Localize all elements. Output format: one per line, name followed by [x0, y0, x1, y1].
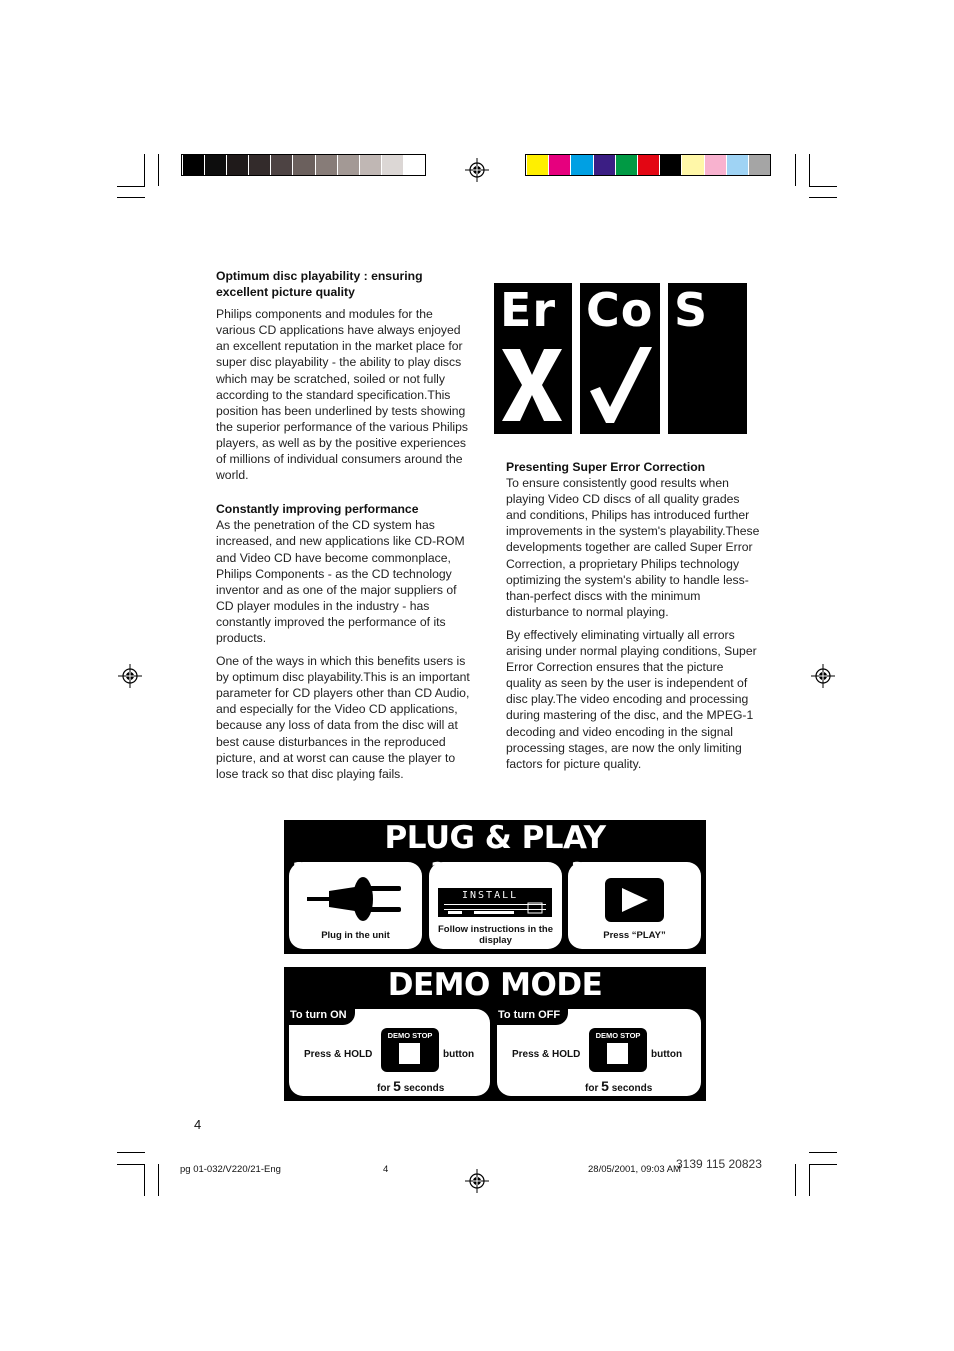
grey-swatch [403, 155, 425, 175]
grey-swatch [359, 155, 381, 175]
logo-er-panel [494, 283, 572, 434]
heading-super-error-correction: Presenting Super Error Correction [506, 460, 706, 474]
seconds-number: 5 [393, 1078, 401, 1094]
crop-mark [809, 154, 810, 186]
grey-swatch [204, 155, 226, 175]
crop-mark [144, 154, 145, 186]
button-word: button [651, 1049, 683, 1060]
display-text: INSTALL [462, 890, 519, 901]
crop-mark [117, 197, 145, 198]
crop-mark [809, 1164, 810, 1196]
step-number: 2 [431, 858, 445, 882]
paragraph: To ensure consistently good results when playing Video CD discs of all quality grades and conditions, Philips has introduced further improvements in the system's playability.These developments together are called Super Error Correction, a proprietary Philips technology optimizing the system's ability to handle less-than-perfect discs with the minimum disturbance to normal playing. [506, 476, 760, 619]
for-word: for [585, 1083, 599, 1094]
footer-date: 28/05/2001, 09:03 AM [588, 1164, 681, 1175]
color-swatch [748, 155, 770, 175]
heading-improving-performance: Constantly improving performance [216, 502, 419, 517]
crop-mark [158, 154, 159, 186]
registration-mark-icon [118, 664, 142, 688]
paragraph: As the penetration of the CD system has increased, and new applications like CD-ROM and Video CD have become commonplace, Philips Components - as the CD technology inventor and as one of the major suppliers of CD player modules in the industry - has constantly improved the performance of its products. [216, 518, 465, 645]
seconds-word: seconds [403, 1083, 445, 1094]
grey-swatch [292, 155, 314, 175]
display-bars-icon [444, 901, 548, 915]
registration-mark-icon [465, 1169, 489, 1193]
footer-file: pg 01-032/V220/21-Eng [180, 1164, 281, 1175]
page-number: 4 [194, 1117, 202, 1132]
turn-off-tab: To turn OFF [494, 1007, 568, 1025]
checkmark-icon [588, 345, 654, 425]
button-label: DEMO STOP [595, 1031, 641, 1040]
duration-label [585, 1078, 652, 1094]
paragraph: Philips components and modules for the various CD applications have always enjoyed an excellent reputation in the market place for super disc playability - the ability to play discs which may be scratched, soiled or not fully according to the standard specification.This position has been underlined by tests showing the superior performance of the various Philips players, as well as by the positive experiences of millions of individual consumers around the world. [216, 307, 469, 483]
turn-on-tab: To turn ON [286, 1007, 355, 1025]
step-card-1 [289, 862, 422, 949]
grey-swatch [270, 155, 292, 175]
grey-swatch [337, 155, 359, 175]
heading-optimum-playability: Optimum disc playability : ensuring excellent picture quality [216, 269, 423, 300]
paragraph: One of the ways in which this benefits users is by optimum disc playability.This is an important parameter for CD players other than CD Audio, and especially for the Video CD applications, because any loss of data from the disc will at best cause disturbances in the reproduced picture, and at worst can cause the player to lose track so that disc playing fails. [216, 654, 470, 781]
crop-mark [809, 186, 837, 187]
play-button-icon [605, 878, 664, 922]
step-caption: Plug in the unit [321, 930, 390, 941]
footer-page: 4 [383, 1164, 389, 1175]
color-swatch [726, 155, 748, 175]
logo-s-panel [668, 283, 747, 434]
press-hold-label: Press & HOLD [512, 1049, 581, 1060]
color-calibration-bar [525, 154, 771, 176]
registration-mark-icon [465, 158, 489, 182]
for-word: for [377, 1083, 391, 1094]
seconds-number: 5 [601, 1078, 609, 1094]
logo-co-text: Co [586, 283, 654, 337]
crop-mark [117, 1152, 145, 1153]
step-card-3 [568, 862, 701, 949]
logo-co-panel [580, 283, 660, 434]
paragraph: By effectively eliminating virtually all errors arising under normal playing conditions, Super Error Correction ensures that the picture quality as seen by the user is independent of disc play.The video encoding and processing during mastering of the disc, and the MPEG-1 decoding and video encoding in the signal processing stages, are now the only limiting factors for picture quality. [506, 627, 757, 771]
registration-mark-icon [811, 664, 835, 688]
demo-mode-title: DEMO MODE [387, 967, 603, 1003]
grey-swatch [381, 155, 403, 175]
button-word: button [443, 1049, 475, 1060]
step-number: 1 [292, 858, 306, 882]
color-swatch [548, 155, 570, 175]
demo-stop-button-icon [589, 1028, 647, 1072]
color-swatch [659, 155, 681, 175]
step-caption: Follow instructions in the display [437, 924, 554, 946]
power-plug-icon [307, 874, 407, 924]
color-swatch [637, 155, 659, 175]
grey-calibration-bar [181, 154, 426, 176]
cross-icon [500, 347, 564, 423]
crop-mark [144, 1164, 145, 1196]
crop-mark [158, 1164, 159, 1196]
plug-and-play-panel [284, 820, 706, 954]
color-swatch [615, 155, 637, 175]
plug-and-play-title: PLUG & PLAY [384, 820, 606, 856]
step-caption: Press “PLAY” [603, 930, 666, 941]
color-swatch [526, 155, 548, 175]
seconds-word: seconds [611, 1083, 653, 1094]
button-label: DEMO STOP [387, 1031, 433, 1040]
demo-mode-panel [284, 967, 706, 1101]
left-column [216, 268, 470, 789]
grey-swatch [226, 155, 248, 175]
crop-mark [117, 1164, 145, 1165]
logo-s-text: S [674, 283, 709, 337]
footer-code: 3139 115 20823 [676, 1157, 762, 1171]
crop-mark [809, 1152, 837, 1153]
grey-swatch [182, 155, 204, 175]
color-swatch [570, 155, 592, 175]
logo-er-text: Er [500, 283, 557, 337]
color-swatch [681, 155, 703, 175]
right-column [506, 459, 760, 779]
duration-label [377, 1078, 444, 1094]
crop-mark [809, 1164, 837, 1165]
grey-swatch [248, 155, 270, 175]
step-card-2 [429, 862, 562, 949]
step-number: 3 [571, 858, 585, 882]
crop-mark [795, 1164, 796, 1196]
demo-stop-button-icon [381, 1028, 439, 1072]
color-swatch [593, 155, 615, 175]
crop-mark [809, 197, 837, 198]
crop-mark [117, 186, 145, 187]
color-swatch [704, 155, 726, 175]
press-hold-label: Press & HOLD [304, 1049, 373, 1060]
display-screen [438, 888, 552, 917]
crop-mark [795, 154, 796, 186]
grey-swatch [315, 155, 337, 175]
